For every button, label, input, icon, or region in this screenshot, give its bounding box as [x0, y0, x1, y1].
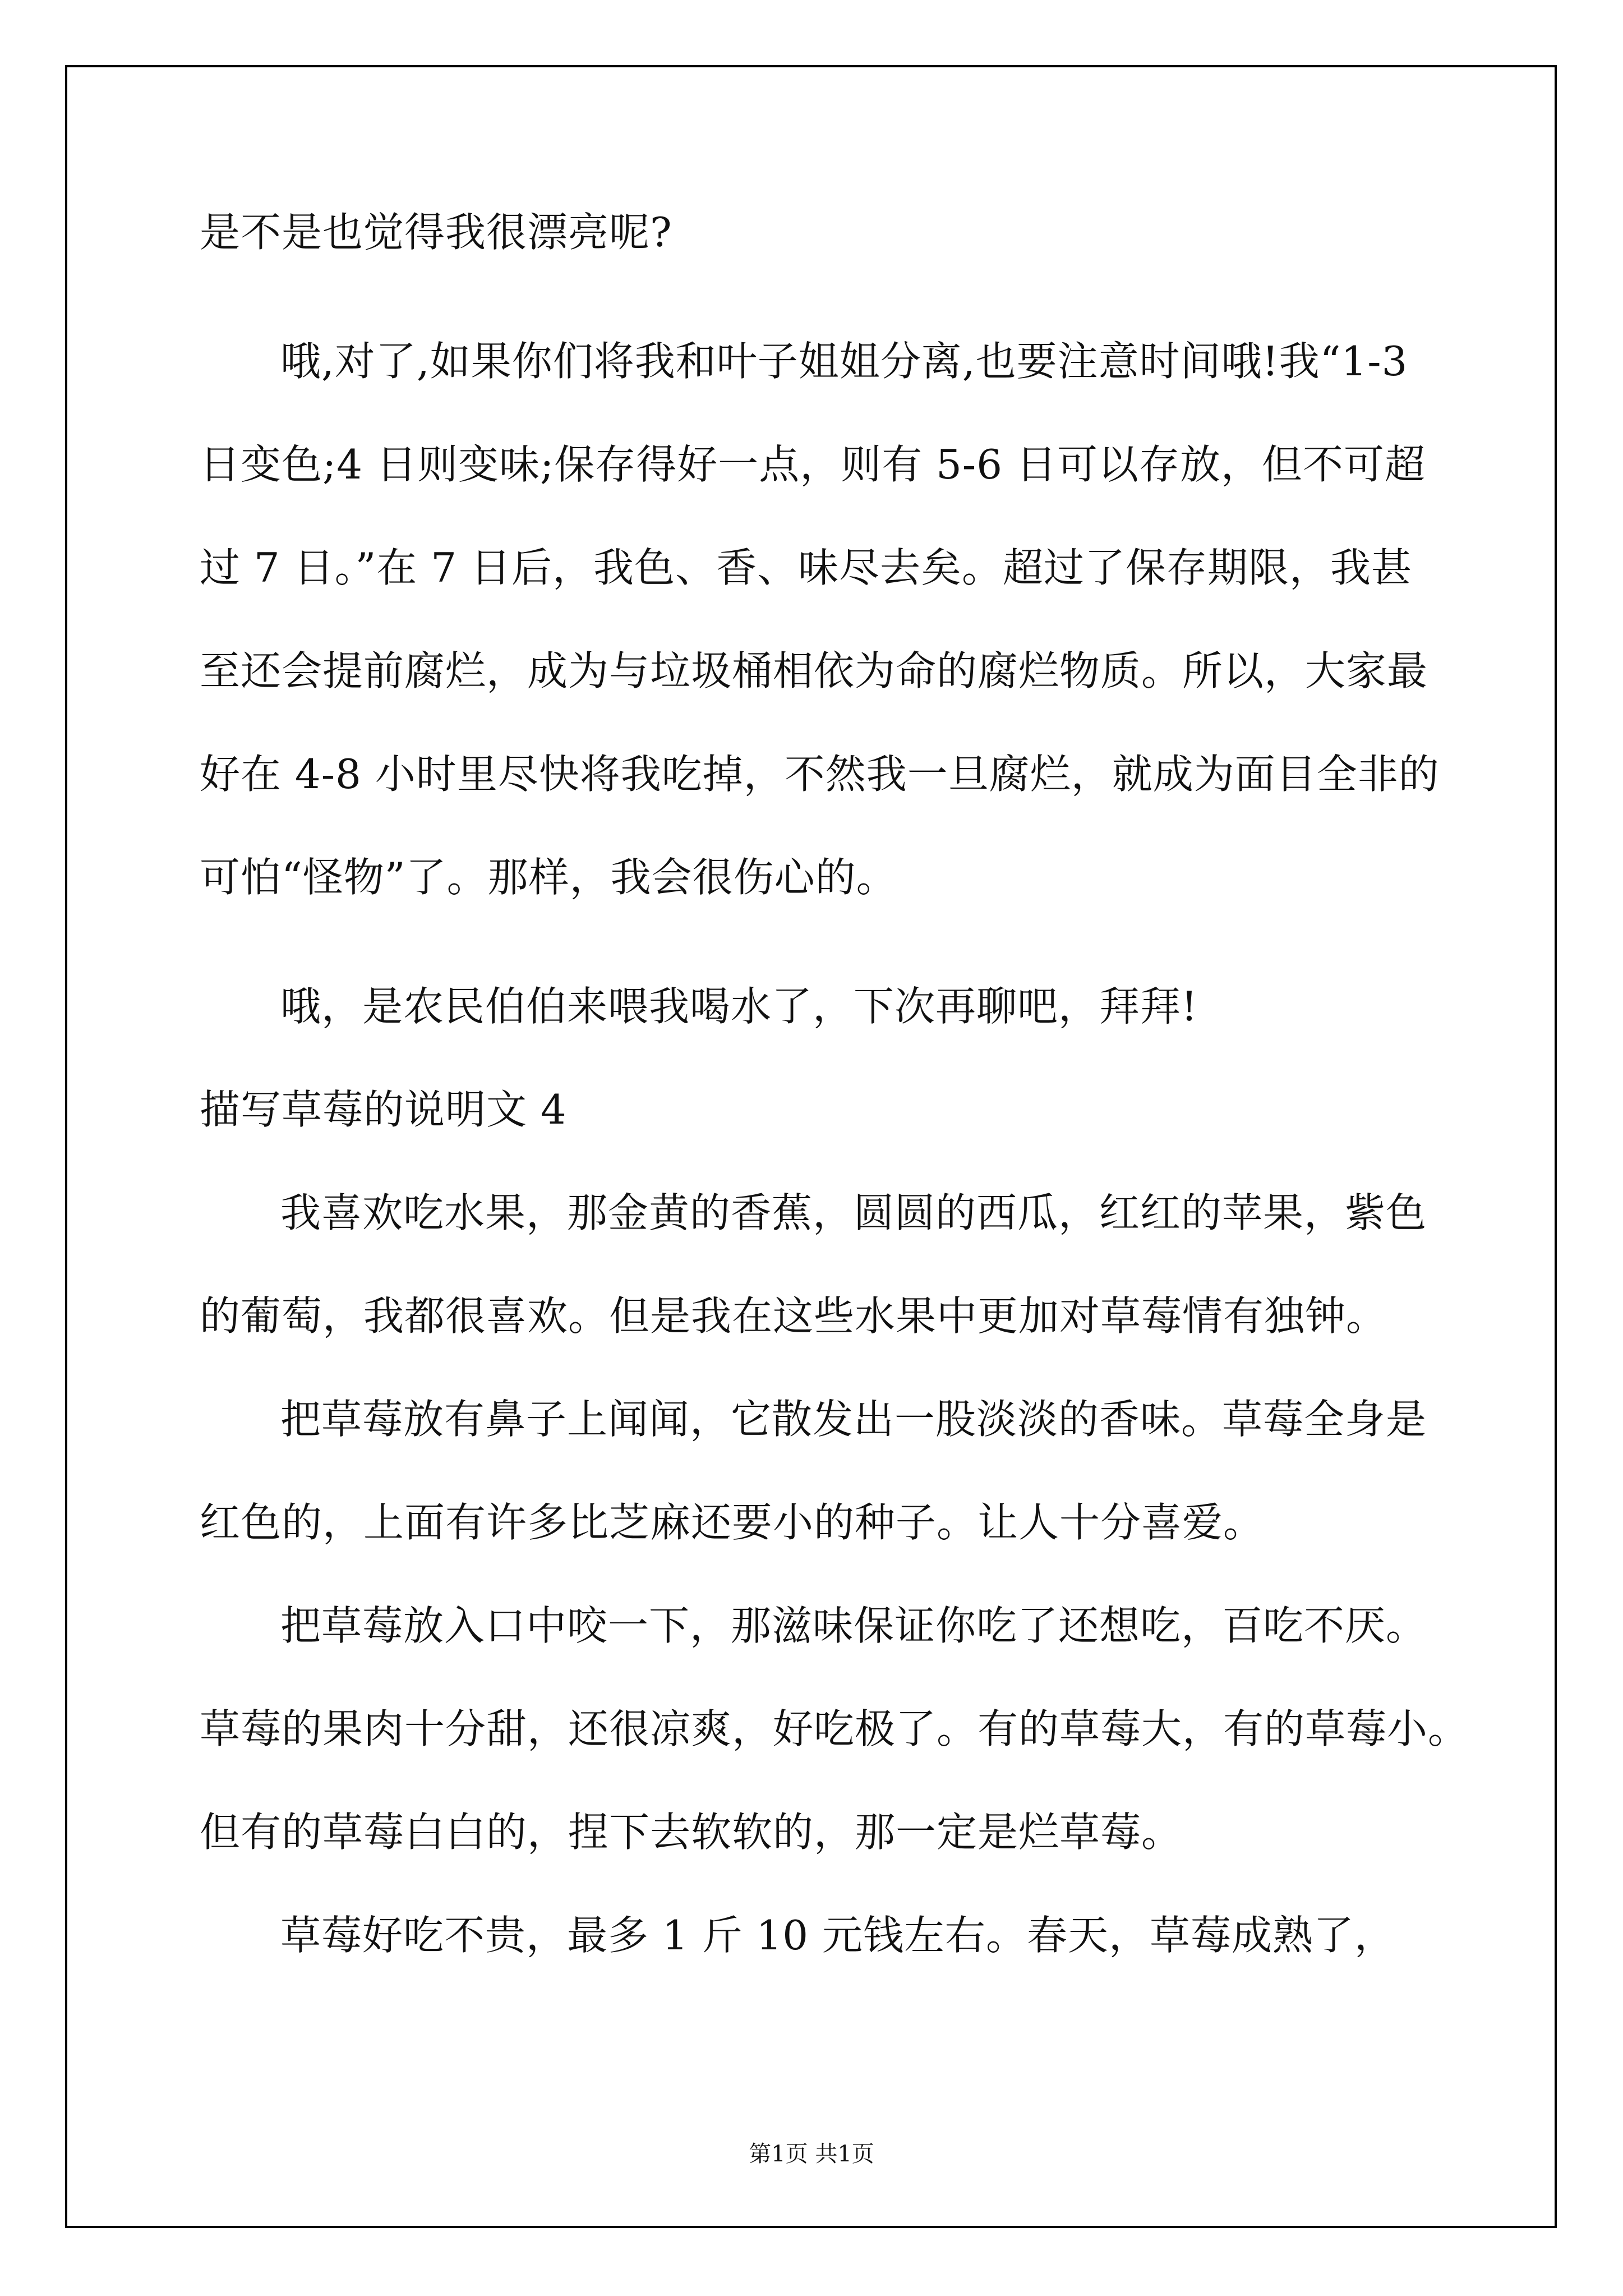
text-line: 至还会提前腐烂，成为与垃圾桶相依为命的腐烂物质。所以，大家最 [200, 647, 1428, 694]
text-line: 好在 4-8 小时里尽快将我吃掉，不然我一旦腐烂，就成为面目全非的 [200, 751, 1440, 798]
text-line: 草莓好吃不贵，最多 1 斤 10 元钱左右。春天，草莓成熟了， [280, 1912, 1395, 1959]
page-frame [65, 65, 1557, 2228]
text-line: 草莓的果肉十分甜，还很凉爽，好吃极了。有的草莓大，有的草莓小。 [200, 1705, 1469, 1752]
text-line: 把草莓放有鼻子上闻闻，它散发出一股淡淡的香味。草莓全身是 [280, 1396, 1427, 1443]
text-line: 但有的草莓白白的，捏下去软软的，那一定是烂草莓。 [200, 1809, 1183, 1856]
text-line: 哦，是农民伯伯来喂我喝水了，下次再聊吧，拜拜! [280, 983, 1198, 1030]
text-line: 日变色;4 日则变味;保存得好一点，则有 5-6 日可以存放，但不可超 [200, 441, 1426, 488]
text-line: 把草莓放入口中咬一下，那滋味保证你吃了还想吃，百吃不厌。 [280, 1602, 1427, 1649]
text-line: 是不是也觉得我很漂亮呢? [200, 209, 672, 256]
text-line: 可怕“怪物”了。那样，我会很伤心的。 [200, 854, 897, 901]
text-line: 我喜欢吃水果，那金黄的香蕉，圆圆的西瓜，红红的苹果，紫色 [280, 1189, 1427, 1236]
section-heading: 描写草莓的说明文 4 [200, 1086, 567, 1133]
text-line: 哦,对了,如果你们将我和叶子姐姐分离,也要注意时间哦!我“1-3 [280, 338, 1408, 385]
text-line: 的葡萄，我都很喜欢。但是我在这些水果中更加对草莓情有独钟。 [200, 1292, 1387, 1340]
page-footer: 第1页 共1页 [749, 2141, 874, 2167]
text-line: 红色的，上面有许多比芝麻还要小的种子。让人十分喜爱。 [200, 1499, 1265, 1546]
text-line: 过 7 日。”在 7 日后，我色、香、味尽去矣。超过了保存期限，我甚 [200, 544, 1412, 591]
